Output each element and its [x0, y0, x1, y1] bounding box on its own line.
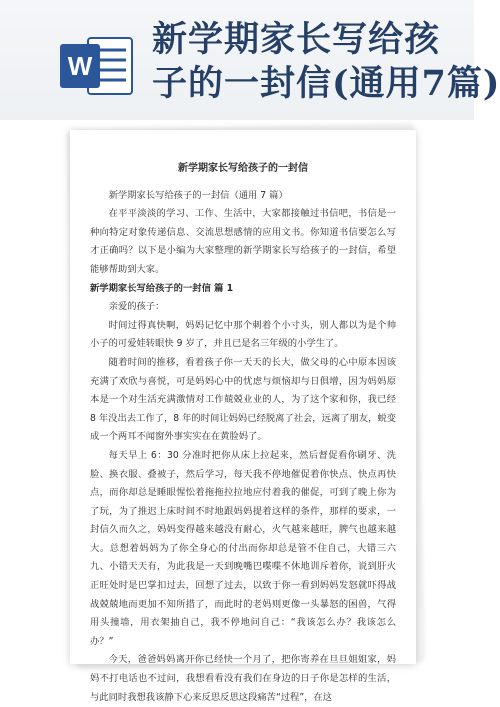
body-paragraph: 每天早上 6：30 分准时把你从床上拉起来，然后督促看你刷牙、洗脸、换衣服、叠被子，然后学习，每天我不停地催促着你快点、快点再快点，而你却总是睡眼惺忪着拖拖拉拉地应付着我的催促，可到了晚上你为了玩，为了推迟上床时间不时地跟妈妈提着这样的条件，那样的要求，一封信久而久之，妈妈变得越来越没有耐心，火气越来越旺，脾气也越来越大。总想着妈妈为了你全身心的付出而你却总是管不住自己，大错三六九、小错天天有，为此我是一天到晚嘴巴喋喋不休地训斥着你，说到肝火正旺处时是巴掌扣过去，回想了过去，以致于你一看到妈妈发怒就吓得战战兢兢地而更加不知所措了，而此时的老妈则更像一头暴怒的困兽，气得用头撞墙，用衣架抽自己，我不停地问自己：“我该怎么办？我该怎么办？”	[90, 449, 396, 647]
body-paragraph: 今天，爸爸妈妈离开你已经快一个月了，把你寄养在旦旦姐姐家，妈妈不打电话也不过问，我想看看没有我们在身边的日子你是怎样的生活，与此同时我想我该静下心来反思反思这段痛苦“过程”，在这	[90, 654, 396, 703]
banner-title-line-2: 子的一封信(通用7篇)	[152, 63, 500, 104]
greeting: 亲爱的孩子：	[108, 301, 165, 313]
banner-title-line-1: 新学期家长写给孩	[152, 19, 441, 60]
document-title: 新学期家长写给孩子的一封信	[178, 163, 308, 174]
body-paragraph: 时间过得真快啊，妈妈记忆中那个刺着个小寸头，别人都以为是个帅小子的可爱娃转眼快 9 岁了，并且已是名三年级的小学生了。	[90, 319, 396, 350]
word-logo-icon	[58, 34, 136, 98]
word-logo-letter: W	[67, 51, 93, 81]
header-banner	[0, 0, 500, 120]
body-paragraph: 随着时间的推移，看着孩子你一天天的长大，做父母的心中原本因该充满了欢欣与喜悦，可是妈妈心中的忧虑与烦恼却与日俱增，因为妈妈原本是一个对生活充满激情对工作兢兢业业的人，为了这个家和你，我已经 8 年没出去工作了，8 年的时间让妈妈已经脱离了社会，远离了朋友，蜕变成一个两耳不闻窗外事实实在在黄脸妈了。	[90, 356, 396, 443]
document-subtitle: 新学期家长写给孩子的一封信（通用 7 篇）	[108, 189, 288, 201]
section-heading: 新学期家长写给孩子的一封信 篇 1	[90, 282, 234, 294]
intro-paragraph: 在平平淡淡的学习、工作、生活中，大家都接触过书信吧，书信是一种向特定对象传递信息、交流思想感情的应用文书。你知道书信要怎么写才正确吗？以下是小编为大家整理的新学期家长写给孩子的一封信，希望能够帮助到大家。	[90, 208, 396, 275]
document-page	[70, 130, 416, 703]
document-body	[90, 160, 396, 707]
banner-title	[152, 18, 500, 106]
